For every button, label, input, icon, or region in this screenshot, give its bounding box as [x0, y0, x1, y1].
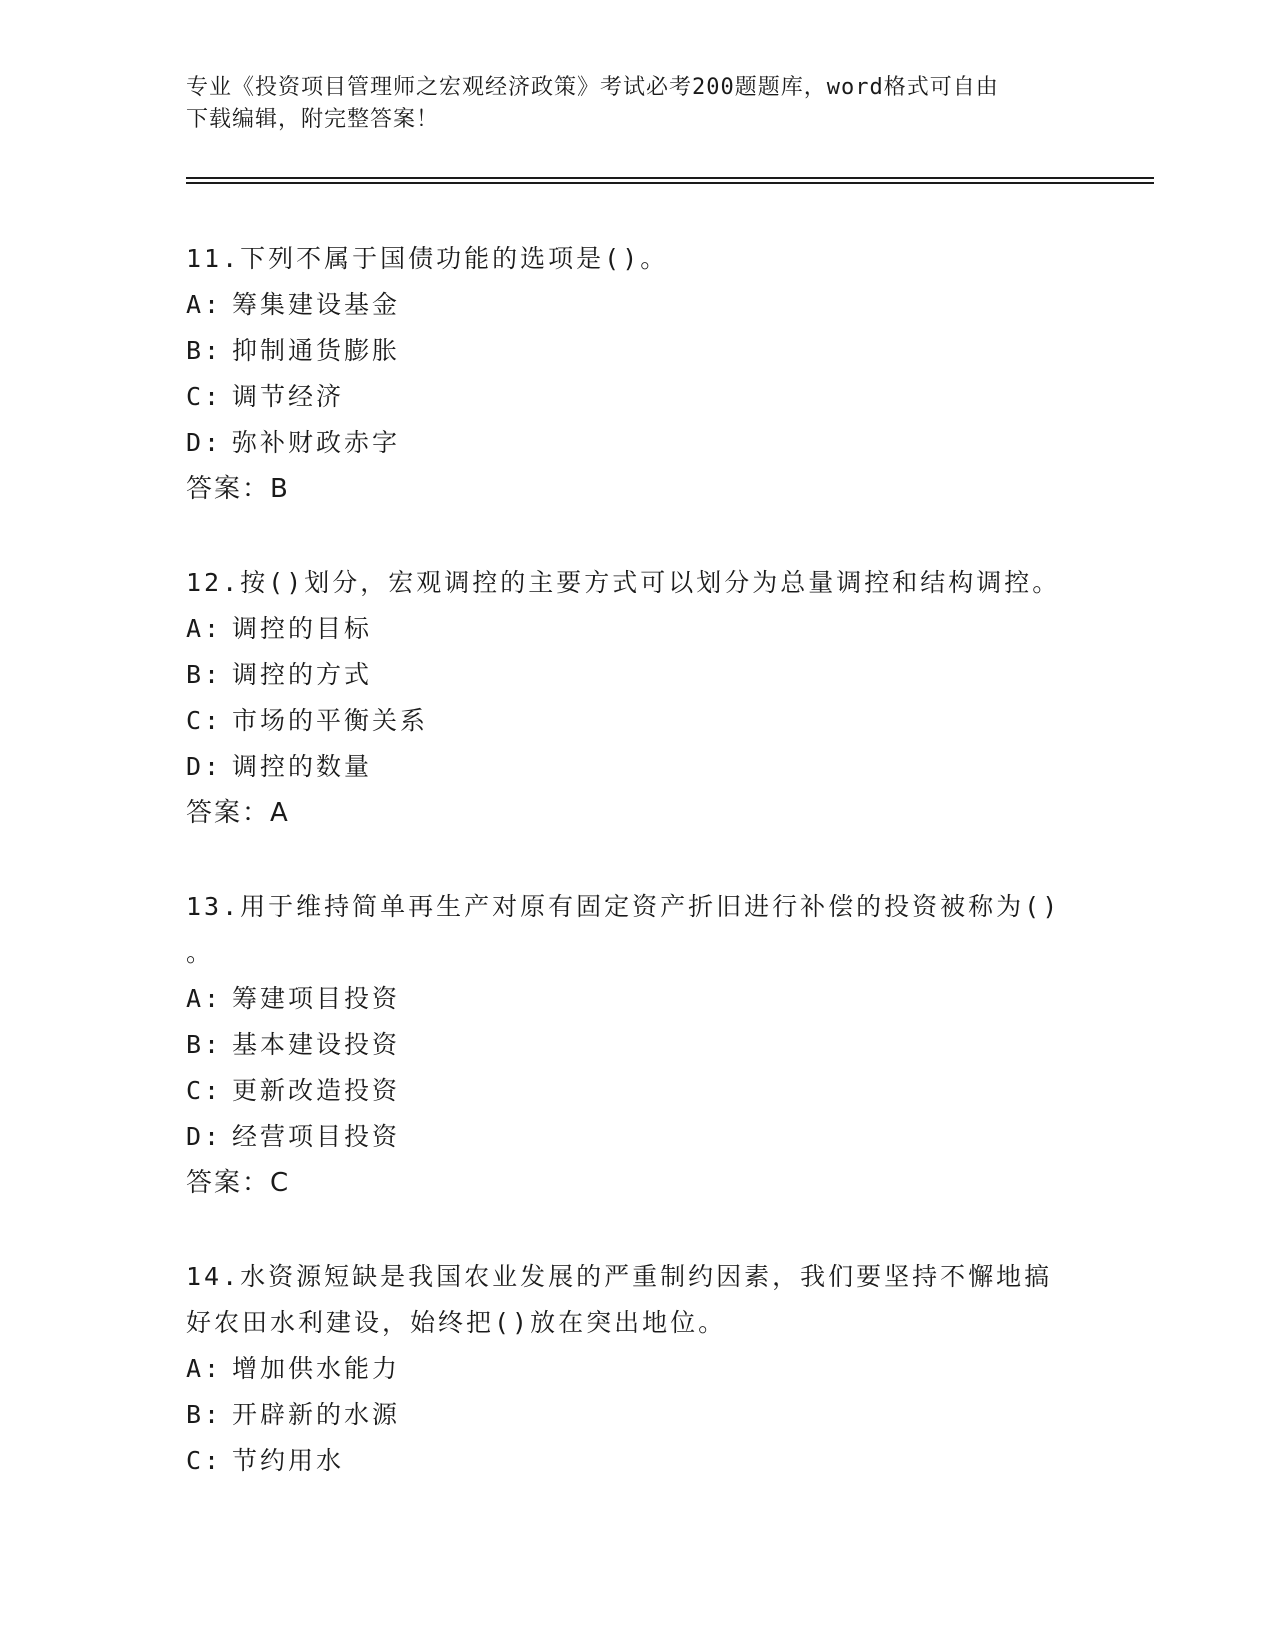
option-text: 调节经济 [232, 382, 345, 411]
option-a [186, 282, 1086, 328]
option-text: 调控的数量 [232, 752, 373, 781]
option-text: 调控的目标 [232, 614, 373, 643]
option-b [186, 328, 1086, 374]
header-divider-top [186, 177, 1154, 179]
option-b [186, 1392, 1086, 1438]
option-text: 筹集建设基金 [232, 290, 401, 319]
option-label: A: [186, 614, 223, 643]
option-text: 抑制通货膨胀 [232, 336, 401, 365]
document-header [186, 72, 1066, 136]
option-text: 筹建项目投资 [232, 984, 401, 1013]
option-label: D: [186, 1122, 223, 1151]
option-a [186, 1346, 1086, 1392]
question-list [186, 236, 1086, 1532]
option-label: C: [186, 1446, 223, 1475]
question-13 [186, 884, 1086, 1206]
question-text: 14.水资源短缺是我国农业发展的严重制约因素，我们要坚持不懈地搞 [186, 1262, 1053, 1291]
option-text: 增加供水能力 [232, 1354, 401, 1383]
option-text: 更新改造投资 [232, 1076, 401, 1105]
option-text: 节约用水 [232, 1446, 345, 1475]
answer: 答案：C [186, 1168, 291, 1198]
option-label: A: [186, 290, 223, 319]
option-c [186, 1068, 1086, 1114]
header-line-1: 专业《投资项目管理师之宏观经济政策》考试必考200题题库，word格式可自由 [186, 75, 999, 100]
option-text: 市场的平衡关系 [232, 706, 429, 735]
option-label: A: [186, 1354, 223, 1383]
header-line-2: 下载编辑，附完整答案！ [186, 107, 440, 132]
option-c [186, 374, 1086, 420]
question-text: 12.按()划分，宏观调控的主要方式可以划分为总量调控和结构调控。 [186, 568, 1061, 597]
option-text: 弥补财政赤字 [232, 428, 401, 457]
option-a [186, 976, 1086, 1022]
option-d [186, 1114, 1086, 1160]
option-b [186, 652, 1086, 698]
option-label: B: [186, 1030, 223, 1059]
option-label: D: [186, 428, 223, 457]
option-text: 开辟新的水源 [232, 1400, 401, 1429]
question-text-continued: 好农田水利建设，始终把()放在突出地位。 [186, 1308, 727, 1337]
question-text: 13.用于维持简单再生产对原有固定资产折旧进行补偿的投资被称为() [186, 892, 1061, 921]
question-text-continued: 。 [186, 938, 215, 967]
question-12 [186, 560, 1086, 836]
option-label: C: [186, 382, 223, 411]
question-14 [186, 1254, 1086, 1484]
option-d [186, 420, 1086, 466]
question-text: 11.下列不属于国债功能的选项是()。 [186, 244, 669, 273]
option-c [186, 1438, 1086, 1484]
option-a [186, 606, 1086, 652]
option-label: C: [186, 1076, 223, 1105]
option-label: B: [186, 660, 223, 689]
option-label: B: [186, 1400, 223, 1429]
answer: 答案：A [186, 798, 290, 828]
option-b [186, 1022, 1086, 1068]
question-11 [186, 236, 1086, 512]
header-divider-bottom [186, 182, 1154, 184]
answer: 答案：B [186, 474, 290, 504]
option-text: 调控的方式 [232, 660, 373, 689]
option-label: A: [186, 984, 223, 1013]
option-d [186, 744, 1086, 790]
option-text: 基本建设投资 [232, 1030, 401, 1059]
option-label: B: [186, 336, 223, 365]
option-label: D: [186, 752, 223, 781]
option-label: C: [186, 706, 223, 735]
option-text: 经营项目投资 [232, 1122, 401, 1151]
option-c [186, 698, 1086, 744]
